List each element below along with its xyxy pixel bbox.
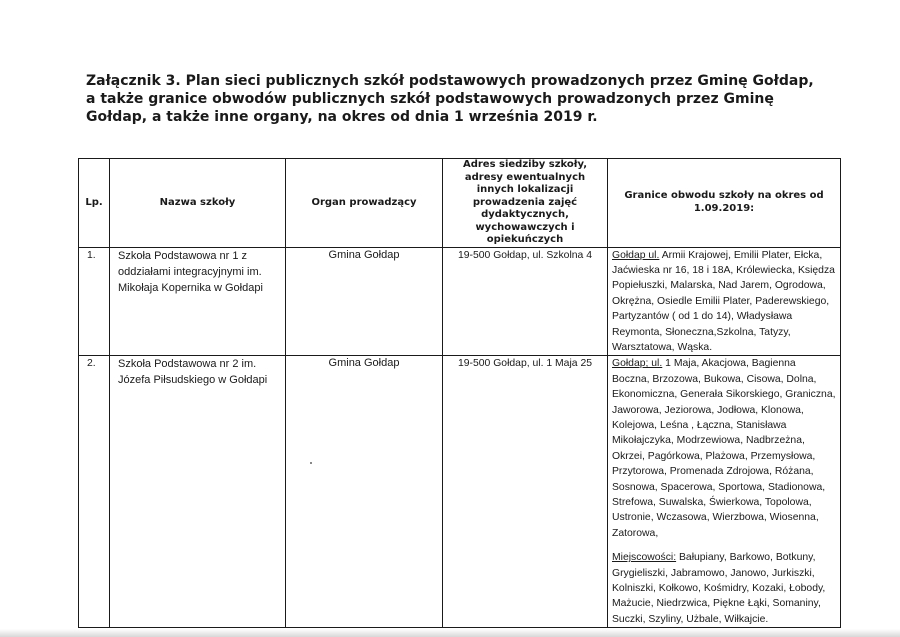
streets-paragraph xyxy=(612,248,836,356)
streets-label: Gołdap ul. xyxy=(612,249,660,261)
header-school-name: Nazwa szkoły xyxy=(110,159,286,248)
streets-list: Armii Krajowej, Emilii Plater, Ełcka, Jaćwieska nr 16, 18 i 18A, Królewiecka, Księdza Popiełuszki, Malarska, Nad Jarem, Ogrodowa, Okrężna, Osiedle Emilii Plater, Paderewskiego, Partyzantów ( od 1 do 14), Władysława Reymonta, Słoneczna,Szkolna, Tatyzy, Warsztatowa, Wąska. xyxy=(612,249,835,353)
streets-label: Gołdap; ul. xyxy=(612,358,663,370)
cell-address: 19-500 Gołdap, ul. Szkolna 4 xyxy=(443,247,608,356)
cell-address: 19-500 Gołdap, ul. 1 Maja 25 xyxy=(443,356,608,628)
villages-label: Miejscowości: xyxy=(612,552,677,564)
header-lp: Lp. xyxy=(79,159,110,248)
villages-list: Bałupiany, Barkowo, Botkuny, Grygieliszki, Jabramowo, Janowo, Jurkiszki, Kolniszki, Kołkowo, Kośmidry, Kozaki, Łobody, Mażucie, Niedrzwica, Piękne Łąki, Somaniny, Suczki, Szyliny, Użbale, Wiłkajcie. xyxy=(612,552,826,625)
cell-district-bounds xyxy=(608,247,841,356)
scan-bottom-edge xyxy=(0,629,900,637)
cell-lp: 2. xyxy=(79,356,110,628)
header-address: Adres siedziby szkoły, adresy ewentualnych innych lokalizacji prowadzenia zajęć dydaktycznych, wychowawczych i opiekuńczych xyxy=(443,159,608,248)
cell-lp: 1. xyxy=(79,247,110,356)
header-governing-body: Organ prowadzący xyxy=(286,159,443,248)
villages-paragraph xyxy=(612,550,836,627)
streets-paragraph xyxy=(612,356,836,541)
cell-governing-body: Gmina Gołdap xyxy=(286,247,443,356)
header-district-bounds: Granice obwodu szkoły na okres od 1.09.2019: xyxy=(608,159,841,248)
document-title: Załącznik 3. Plan sieci publicznych szkół podstawowych prowadzonych przez Gminę Gołdap, a także granice obwodów publicznych szkół podstawowych prowadzonych przez Gminę Gołdap, a także inne organy, na okres od dnia 1 września 2019 r. xyxy=(86,73,814,125)
schools-table xyxy=(78,158,841,628)
table-row xyxy=(79,247,841,356)
streets-list: 1 Maja, Akacjowa, Bagienna Boczna, Brzozowa, Bukowa, Cisowa, Dolna, Ekonomiczna, Generała Sikorskiego, Graniczna, Jaworowa, Jeziorowa, Jodłowa, Klonowa, Kolejowa, Leśna , Łączna, Stanisława Mikołajczyka, Modrzewiowa, Nadbrzeżna, Okrzei, Pagórkowa, Plażowa, Przemysłowa, Przytorowa, Promenada Zdrojowa, Różana, Sosnowa, Spacerowa, Sportowa, Stadionowa, Strefowa, Suwalska, Świerkowa, Topolowa, Ustronie, Wczasowa, Wierzbowa, Wiosenna, Zatorowa, xyxy=(612,358,836,539)
cell-school-name: Szkoła Podstawowa nr 1 z oddziałami integracyjnymi im. Mikołaja Kopernika w Gołdapi xyxy=(110,247,286,356)
cell-school-name: Szkoła Podstawowa nr 2 im. Józefa Piłsudskiego w Gołdapi xyxy=(110,356,286,628)
table-header-row xyxy=(79,159,841,248)
table-row xyxy=(79,356,841,628)
cell-district-bounds xyxy=(608,356,841,628)
cell-governing-body: Gmina Gołdap xyxy=(286,356,443,628)
scan-speck xyxy=(310,462,312,464)
